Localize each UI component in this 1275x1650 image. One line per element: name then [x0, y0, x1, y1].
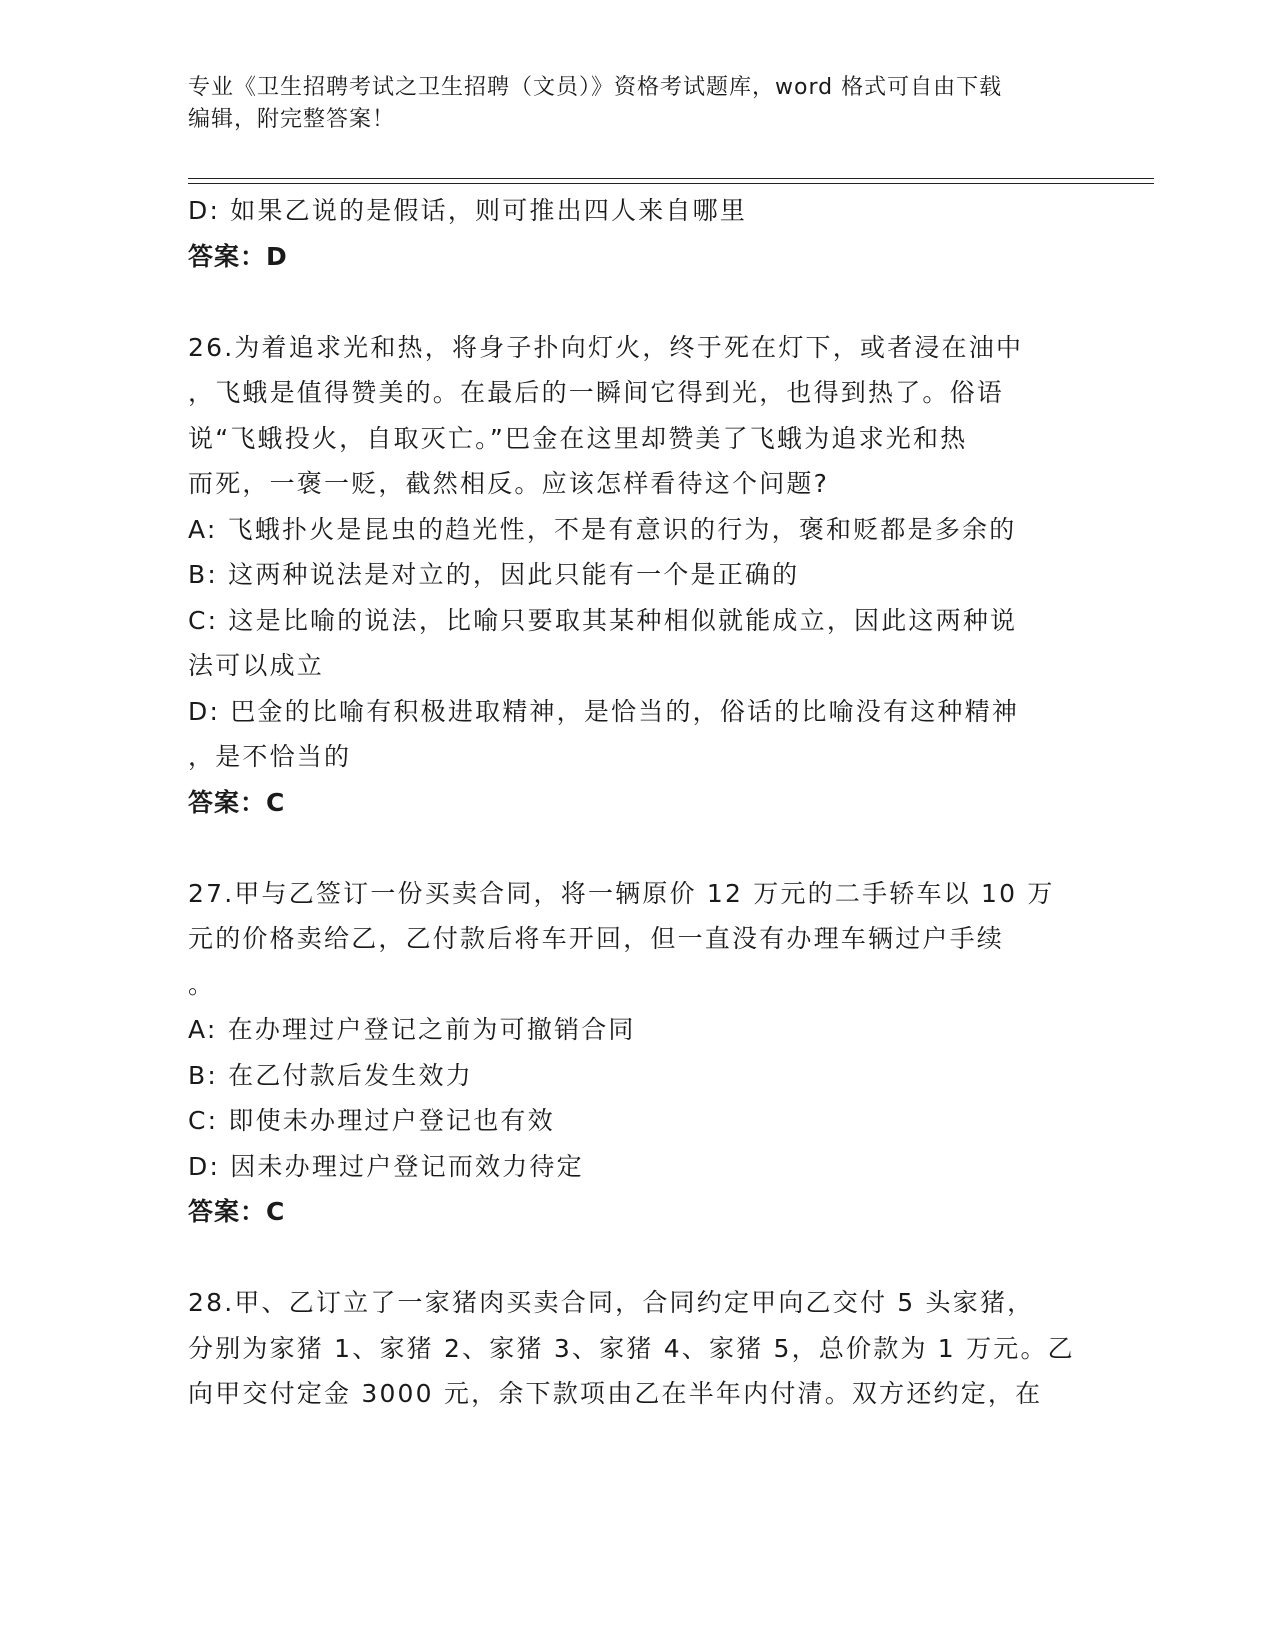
question-stem-line: 而死，一褒一贬，截然相反。应该怎样看待这个问题? [188, 469, 830, 498]
header-rule-top [188, 178, 1154, 179]
spacer [188, 279, 1068, 325]
question-stem-line: 向甲交付定金 3000 元，余下款项由乙在半年内付清。双方还约定，在 [188, 1379, 1043, 1408]
question-27 [188, 871, 1068, 1235]
answer: 答案：D [188, 241, 288, 271]
question-stem-line: 28.甲、乙订立了一家猪肉买卖合同，合同约定甲向乙交付 5 头家猪， [188, 1288, 1035, 1317]
answer: 答案：C [188, 787, 286, 817]
question-26 [188, 325, 1068, 826]
option-a: A: 飞蛾扑火是昆虫的趋光性，不是有意识的行为，褒和贬都是多余的 [188, 514, 1017, 544]
option-d: D: 巴金的比喻有积极进取精神，是恰当的，俗话的比喻没有这种精神 [188, 696, 1020, 726]
question-stem-line: ，飞蛾是值得赞美的。在最后的一瞬间它得到光，也得到热了。俗语 [188, 378, 1005, 407]
option-c: C: 这是比喻的说法，比喻只要取其某种相似就能成立，因此这两种说 [188, 605, 1018, 635]
question-stem-line: 说“飞蛾投火，自取灭亡。”巴金在这里却赞美了飞蛾为追求光和热 [188, 423, 968, 453]
previous-question-tail [188, 188, 1068, 279]
document-body [188, 188, 1075, 1417]
header-line-2: 编辑，附完整答案！ [188, 107, 396, 132]
question-stem-line: 27.甲与乙签订一份买卖合同，将一辆原价 12 万元的二手轿车以 10 万 [188, 878, 1055, 908]
question-stem-line: 。 [188, 969, 216, 999]
header-line-1: 专业《卫生招聘考试之卫生招聘（文员）》资格考试题库，word 格式可自由下载 [188, 75, 1003, 100]
option-a: A: 在办理过户登记之前为可撤销合同 [188, 1015, 636, 1044]
answer: 答案：C [188, 1197, 286, 1226]
option-d-continued: ，是不恰当的 [188, 742, 352, 771]
spacer [188, 1235, 1068, 1281]
page-header [188, 72, 1068, 136]
question-28 [188, 1280, 1075, 1417]
spacer [188, 825, 1068, 871]
option-d: D: 如果乙说的是假话，则可推出四人来自哪里 [188, 196, 748, 225]
option-d: D: 因未办理过户登记而效力待定 [188, 1151, 584, 1181]
option-b: B: 这两种说法是对立的，因此只能有一个是正确的 [188, 560, 800, 589]
header-rule-bottom [188, 183, 1154, 184]
option-c: C: 即使未办理过户登记也有效 [188, 1106, 555, 1135]
question-stem-line: 26.为着追求光和热，将身子扑向灯火，终于死在灯下，或者浸在油中 [188, 332, 1024, 362]
option-c-continued: 法可以成立 [188, 651, 325, 680]
option-b: B: 在乙付款后发生效力 [188, 1060, 473, 1090]
question-stem-line: 分别为家猪 1、家猪 2、家猪 3、家猪 4、家猪 5，总价款为 1 万元。乙 [188, 1333, 1075, 1363]
question-stem-line: 元的价格卖给乙，乙付款后将车开回，但一直没有办理车辆过户手续 [188, 924, 1005, 953]
